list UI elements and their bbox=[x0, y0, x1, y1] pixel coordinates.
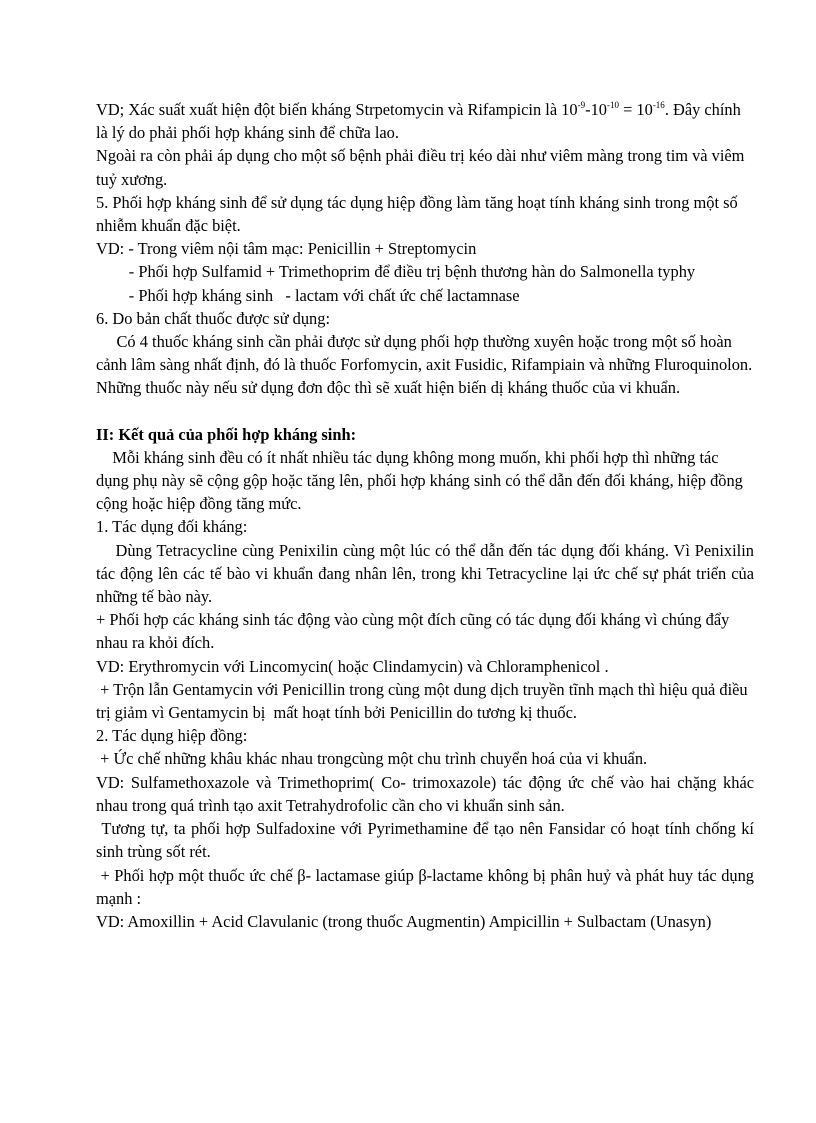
paragraph: Dùng Tetracycline cùng Penixilin cùng một lúc có thể dẫn đến tác dụng đối kháng. Vì Penixilin tác động lên các tế bào vi khuẩn đang nhân lên, trong khi Tetracycline lại ức chế sự phát triển của những tế bào này. bbox=[96, 540, 759, 607]
section-5-heading: 5. Phối hợp kháng sinh để sử dụng tác dụng hiệp đồng làm tăng hoạt tính kháng sinh trong một số nhiễm khuẩn đặc biệt. bbox=[96, 192, 738, 236]
section-6-heading: 6. Do bản chất thuốc được sử dụng: bbox=[96, 308, 331, 328]
mutation-probability-paragraph bbox=[96, 98, 754, 144]
paragraph: + Ức chế những khâu khác nhau trongcùng một chu trình chuyển hoá của vi khuẩn. bbox=[96, 749, 648, 769]
document-page bbox=[96, 98, 759, 933]
paragraph: VD: Sulfamethoxazole và Trimethoprim( Co- trimoxazole) tác động ức chế vào hai chặng khác nhau trong quá trình tạo axit Tetrahydrofolic cần cho vi khuẩn sinh sản. bbox=[96, 772, 754, 815]
text-run: -10 bbox=[585, 100, 607, 119]
exponent: -10 bbox=[606, 100, 619, 110]
subsection-heading: 2. Tác dụng hiệp đồng: bbox=[96, 726, 248, 746]
paragraph: + Phối hợp các kháng sinh tác động vào cùng một đích cũng có tác dụng đối kháng vì chúng đẩy nhau ra khỏi đích. bbox=[96, 610, 730, 653]
exponent: -16 bbox=[652, 100, 665, 110]
exponent: -9 bbox=[577, 100, 586, 110]
section-ii-heading: II: Kết quả của phối hợp kháng sinh: bbox=[96, 424, 357, 444]
text-run: VD; Xác suất xuất hiện đột biến kháng Strpetomycin và Rifampicin là 10 bbox=[96, 100, 578, 119]
paragraph: Có 4 thuốc kháng sinh cần phải được sử dụng phối hợp thường xuyên hoặc trong một số hoàn cảnh lâm sàng nhất định, đó là thuốc Forfomycin, axit Fusidic, Rifampiain và những Fluroquinolon. Những thuốc này nếu sử dụng đơn độc thì sẽ xuất hiện biến dị kháng thuốc của vi khuẩn. bbox=[96, 332, 757, 398]
text-run: = 10 bbox=[618, 100, 653, 119]
subsection-heading: 1. Tác dụng đối kháng: bbox=[96, 517, 248, 537]
text-run: . Đây chính là lý do phải phối hợp kháng sinh để chữa lao. bbox=[96, 100, 741, 143]
example-line: VD: Erythromycin với Lincomycin( hoặc Clindamycin) và Chloramphenicol . bbox=[96, 656, 609, 676]
example-line: VD: Amoxillin + Acid Clavulanic (trong thuốc Augmentin) Ampicillin + Sulbactam (Unasyn) bbox=[96, 911, 712, 931]
paragraph: Tương tự, ta phối hợp Sulfadoxine với Pyrimethamine để tạo nên Fansidar có hoạt tính chống kí sinh trùng sốt rét. bbox=[96, 819, 759, 862]
paragraph: + Phối hợp một thuốc ức chế β- lactamase giúp β-lactame không bị phân huỷ và phát huy tác dụng mạnh : bbox=[96, 865, 759, 908]
paragraph: Ngoài ra còn phải áp dụng cho một số bệnh phải điều trị kéo dài như viêm màng trong tim và viêm tuỷ xương. bbox=[96, 146, 745, 189]
paragraph: + Trộn lẫn Gentamycin với Penicillin trong cùng một dung dịch truyền tĩnh mạch thì hiệu quả điều trị giảm vì Gentamycin bị mất hoạt tính bởi Penicillin do tương kị thuốc. bbox=[96, 679, 752, 723]
example-line: - Phối hợp Sulfamid + Trimethoprim để điều trị bệnh thương hàn do Salmonella typhy bbox=[96, 262, 696, 282]
paragraph: Mỗi kháng sinh đều có ít nhất nhiều tác dụng không mong muốn, khi phối hợp thì những tác dụng phụ này sẽ cộng gộp hoặc tăng lên, phối hợp kháng sinh có thể dẫn đến đối kháng, hiệp đồng cộng hoặc hiệp đồng tăng mức. bbox=[96, 447, 747, 514]
example-line: - Phối hợp kháng sinh - lactam với chất ức chế lactamnase bbox=[96, 285, 520, 305]
example-line: VD: - Trong viêm nội tâm mạc: Penicillin + Streptomycin bbox=[96, 239, 477, 259]
